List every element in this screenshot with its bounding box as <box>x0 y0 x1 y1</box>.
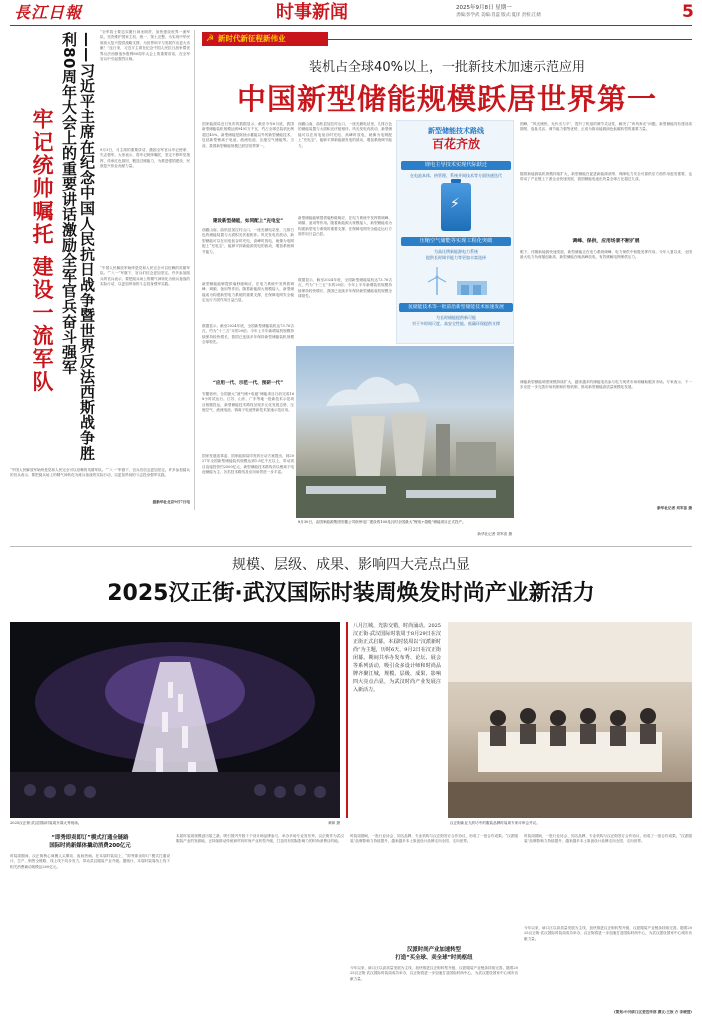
infographic-title-big: 百花齐放 <box>431 137 480 151</box>
power-plant-photo <box>296 346 514 518</box>
hanfu-col1-subhead: “即秀即卖即订”模式打通全链路 国际时尚新媒体撬动消费200亿元 <box>49 835 131 849</box>
storage-subhead-3: 调峰、保供，应用场景不断扩展 <box>572 239 640 244</box>
hanfu-right-subhead: 汉派时尚产业加速转型 打造“买全球、卖全球”时尚枢纽 <box>395 947 473 961</box>
hanfu-editorial-credit: (策划:中共硚口区委宣传部 撰文:王欣 方 李晓萱) <box>613 1010 692 1014</box>
runway-caption: 2025汉正街·武汉国际时装周开幕大秀现场。 <box>10 821 82 825</box>
hanfu-col5: 时装周期间，一批行业协会、知名品牌、专业机构与汉正街签订合作协议，形成了一批合作成果。“汉派服装”品牌影响力持续提升，越来越多本土原创设计品牌走向全国、走向世界。 <box>524 834 692 844</box>
runway-photo <box>10 622 340 818</box>
infographic-item-1-title: 锂电主导技术实现代际跃迁 <box>401 161 511 170</box>
storage-para-5: 国家发展改革委、国家能源局印发的行动方案提出，到2027年全国新型储能装机规模达到1.8亿千瓦以上，带动项目直接投资约2500亿元，新型储能技术路线仍以锂离子电池储能为主，各类技术路线及应用场景进一步丰富。 <box>202 454 294 475</box>
battery-cap <box>451 179 461 183</box>
masthead-rule <box>10 25 692 26</box>
infographic-item-3-desc: 为长时储能提供新可能 对于多时间尺度、高安全性能、低碳环保提供支撑 <box>412 315 500 326</box>
battery-icon <box>441 183 471 231</box>
storage-para-3: 数据显示，截至2024年底，全国新型储能装机达73.76吉瓦，约为“十三五”末的20倍；今年上半年新增装机规模持续保持较快增长，我国已连续多年保持新型储能装机规模全球领先。 <box>202 324 294 345</box>
infographic-title: 新型储能技术路线 <box>428 127 484 135</box>
storage-lead: 国家能源局近日发布的数据显示，截至今年6月底，我国新型储能装机规模达到9491万千瓦，约占全球总装机比例超过40%。新型储能是除抽水蓄能以外的新型储能技术，包括新型锂离子电池、液流电池、压缩空气储能等。当前，我国新型储能规模已跃居世界第一。 <box>202 122 294 148</box>
storage-subhead-2: “应用一代、示范一代、预研一代” <box>212 381 284 386</box>
storage-subhead-1: 建设新型储能，如同配上“充电宝” <box>212 219 284 224</box>
storage-right-2: 随着新能源装机规模持续扩大，新型储能在促进新能源消纳、保障电力安全可靠供应方面作用愈发重要，也带动了产业链上下游企业快速发展，我国储能电池出货量全球占比超过九成。 <box>520 172 692 182</box>
lightning-icon: ⚡ <box>450 196 460 212</box>
runway-byline: 黄咪 摄 <box>328 821 340 825</box>
storage-col2-b: 新型储能能够提供毫秒级响应，在电力系统中发挥着调峰、调频、备用等作用。随着新能源大规模接入，新型储能成为构建新型电力系统的重要支撑，在保障电网安全稳定运行方面作用日益凸显。 <box>298 216 392 237</box>
meeting-photo <box>448 622 692 818</box>
infographic-item-1-desc: 在电池本体、热管理、系统并网技术等方面快速迭代 <box>410 173 502 178</box>
storage-right-3: 眼下，伴随新能源快速发展，新型储能正在电力系统调峰、电力保供中积极发挥作用。今年入夏以来，全国最大电力负荷屡创新高，新型储能在晚高峰放电，有效缓解电网保供压力。 <box>520 250 692 260</box>
storage-right-byline: 新华社记者 刘军喜 摄 <box>657 506 692 510</box>
infographic-item-3-title: 氢储能技术等一批前沿新型储能技术加速发展 <box>399 303 513 312</box>
hanfu-col4: 今年以来，硚口区以高质量发展为主线，加快推进汉正街转型升级，汉派服装产业链条持续完善。随着2025汉正街·武汉国际时装周成功举办，汉正街将进一步加速打造国际时尚中心，为武汉建设国家中心城市贡献力量。 <box>350 966 518 981</box>
party-emblem-icon: ☭ <box>206 34 215 44</box>
storage-right-1: 团峰，“风光储热，光伏出力平”，提升了机组的调节灵活性，解决了“弃风弃光”问题。新型储能具有建设周期短、选址灵活、调节能力强等优势，正成为推动能源绿色低碳转型的重要力量。 <box>520 122 692 132</box>
storage-right-4: 储能新型储能调度规模持续扩大，越来越多的储能电站参与电力现货市场和辅助服务市场。专家表示，下一步应进一步完善市场机制和价格机制，推动新型储能高质量规模化发展。 <box>520 380 692 390</box>
commentary-body-1: “全军将士要忠实履行神圣职责，加快建设世界一流军队，坚决维护国家主权、统一、领土完整，为实现中华民族伟大复兴提供战略支撑，为世界和平与发展作出更大贡献！”连日来，习近平主席在纪念中国人民抗日战争暨世界反法西斯战争胜利80周年大会上的重要讲话，在全军官兵中引起强烈反响。 <box>100 30 190 62</box>
hanfu-summary: 八月江城，光影交错，时尚涌动。2025汉正街·武汉国际时装周于8月29日在汉正街正式启幕。本届时装周以“汉派新时尚”为主题，历时6天，9月2日在汉正街闭幕。期间共举办发布秀、论坛、展会等系列活动，吸引众多设计师和时尚品牌齐聚江城，规模、层级、成果、影响四大亮点凸显，为武汉时尚产业发展注入新活力。 <box>353 623 441 693</box>
photo-caption: 8月30日，由国家能源集团安徽公司宿州电厂建设的100兆瓦时全国最大“锂电+超级”储能项目正式投产。 <box>298 520 466 524</box>
infographic-item-2-desc: 为高比例新能源电力系统 提供长时调节能力等更加丰富选择 <box>426 249 486 260</box>
storage-para-1: 西藏山南，曲松县加拉村山口，一座光储电站里，几排白色的储能装置与大面积光伏板相伴。风光发电有波动，新型储能可以在用电低谷时充电、高峰时放电，就像为电网配上“充电宝”，能够平抑新能源发电的波动，增加系统调节能力。 <box>202 228 294 254</box>
page-number: 5 <box>682 2 694 22</box>
commentary-article <box>10 30 190 510</box>
meeting-caption: 汉正街新业九织坊中的服装品牌时装周专家评审会并议。 <box>450 821 540 825</box>
storage-para-4: 安徽宿州，全国最大“液气储+电磁”储能项目日前完成168小时试运行。江苏、山东、广东等地一批新技术示范项目相继投运，新型储能技术路线呈现多元化发展态势，压缩空气、液流电池、钠离子电池等新技术加速示范应用。 <box>202 392 294 413</box>
storage-kicker: 装机占全球40%以上，一批新技术加速示范应用 <box>309 60 585 75</box>
commentary-headline: 牢记统帅嘱托 建设一流军队 <box>30 108 54 394</box>
photo-byline: 新华社记者 刘军喜 摄 <box>477 532 512 536</box>
commentary-body-2: 9月3日，习主席的重要讲话，激励全军官兵牢记使命、矢志强军。大家表示，将牢记统帅嘱托，坚定不移听党指挥，传承红色基因，锻造过硬能力，为推进强国建设、民族复兴伟业贡献力量。 <box>100 148 190 169</box>
issue-date: 2025年9月8日 星期一 <box>456 5 512 11</box>
hanfu-summary-box <box>346 622 442 818</box>
masthead <box>0 0 702 28</box>
section-title: 时事新闻 <box>276 2 348 23</box>
editor-credits: 责编:彭学武 美编:肖蕊 版式:夏洋 责校:江婧 <box>456 13 541 18</box>
wind-turbine-icon <box>417 267 495 295</box>
hanfu-col3: 时装周期间，一批行业协会、知名品牌、专业机构与汉正街签订合作协议，形成了一批合作成果。“汉派服装”品牌影响力持续提升，越来越多本土原创设计品牌走向全国、走向世界。 <box>350 834 518 844</box>
hanfu-col2: 本届时装周规模创历届之最，吸引国内外数十个设计师品牌参与，举办多场专业发布秀。汉正街作为武汉服装产业的发源地，正持续推动传统商贸向时尚产业转型升级，打造具有国际影响力的时尚消费目的地。 <box>176 834 344 844</box>
column-divider <box>194 30 195 510</box>
hanfu-col5b: 今年以来，硚口区以高质量发展为主线，加快推进汉正街转型升级，汉派服装产业链条持续完善。随着2025汉正街·武汉国际时装周成功举办，汉正街将进一步加速打造国际时尚中心，为武汉建设国家中心城市贡献力量。 <box>524 926 692 941</box>
hanfu-kicker: 规模、层级、成果、影响四大亮点凸显 <box>232 557 470 573</box>
commentary-subheadline: ——习近平主席在纪念中国人民抗日战争暨世界反法西斯战争胜利80周年大会上的重要讲话激励全军官兵奋斗强军 <box>60 32 96 461</box>
storage-col2-a: 西藏山南，曲松县加拉村山口，一座光储电站里，几排白色的储能装置与大面积光伏板相伴。风光发电有波动，新型储能可以在用电低谷时充电、高峰时放电，就像为电网配上“充电宝”，能够平抑新能源发电的波动，增加系统调节能力。 <box>298 122 392 148</box>
commentary-byline: 据新华社北京9月7日电 <box>152 500 190 504</box>
storage-para-2: 新型储能能够提供毫秒级响应，在电力系统中发挥着调峰、调频、备用等作用。随着新能源大规模接入，新型储能成为构建新型电力系统的重要支撑，在保障电网安全稳定运行方面作用日益凸显。 <box>202 282 294 303</box>
infographic-item-2-title: 压缩空气储能等实现工程化突破 <box>401 237 511 246</box>
commentary-body-3: “中国人民解放军始终是党和人民完全可以信赖的英雄军队。”“八一”军旗下，官兵们信念更加坚定。许多参加阅兵的官兵表示，要把阅兵场上的精气神转化为练兵备战的实际行动，以更加昂扬的斗志投身强军实践。 <box>100 266 190 287</box>
section-divider <box>10 546 692 547</box>
storage-infographic <box>396 120 514 344</box>
hanfu-col1: 时装周期间，汉正街核心商圈人头攒动、夜间热闹。在本届时装周上，“即秀即卖即订”模式打通设计、生产、销售全链路，线上线下同步发力，带动武汉服装产业升级。据统计，本届时装周线上线下相关消费撬动规模达200亿元。 <box>10 854 170 869</box>
storage-headline: 中国新型储能规模跃居世界第一 <box>236 82 657 116</box>
column-banner-label: 新时代新征程新伟业 <box>218 34 286 43</box>
storage-col2-c: 数据显示，截至2024年底，全国新型储能装机达73.76吉瓦，约为“十三五”末的20倍；今年上半年新增装机规模持续保持较快增长，我国已连续多年保持新型储能装机规模全球领先。 <box>298 278 392 299</box>
hanfu-headline: 2025汉正街·武汉国际时装周焕发时尚产业新活力 <box>107 581 595 606</box>
banner-rule <box>328 39 692 40</box>
paper-logo: 長江日報 <box>14 3 83 22</box>
commentary-body-bottom: “中国人民解放军始终是党和人民完全可以信赖的英雄军队。”“八一”军旗下，官兵们信念更加坚定。许多参加阅兵的官兵表示，要把阅兵场上的精气神转化为练兵备战的实际行动，以更加昂扬的斗志投身强军实践。 <box>10 468 190 478</box>
